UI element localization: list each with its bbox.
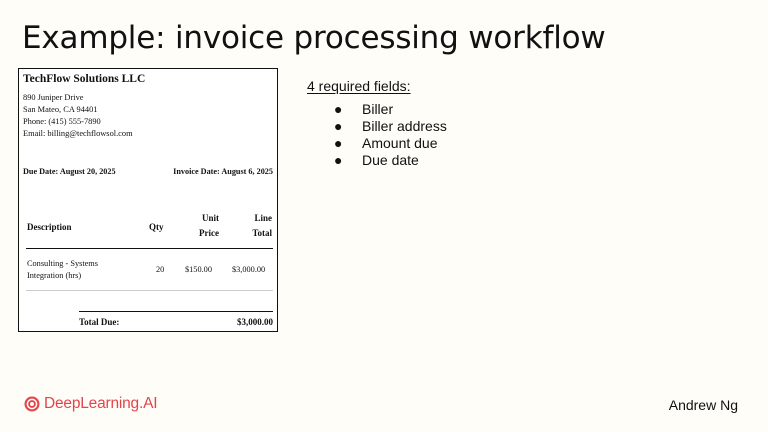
invoice-date: Invoice Date: August 6, 2025 bbox=[173, 167, 273, 176]
invoice-document bbox=[18, 68, 278, 332]
column-header-description: Description bbox=[27, 222, 72, 232]
column-header-qty: Qty bbox=[149, 222, 164, 232]
column-header-line: Line bbox=[254, 213, 272, 223]
bullet-icon: ● bbox=[334, 101, 343, 117]
row-unit-price: $150.00 bbox=[185, 265, 212, 274]
deeplearning-logo-icon bbox=[24, 396, 40, 412]
author-name: Andrew Ng bbox=[668, 397, 738, 413]
address-line: 890 Juniper Drive bbox=[23, 93, 84, 102]
total-due-value: $3,000.00 bbox=[237, 317, 273, 327]
bullet-icon: ● bbox=[334, 135, 343, 151]
address-line: Email: billing@techflowsol.com bbox=[23, 129, 133, 138]
address-line: Phone: (415) 555-7890 bbox=[23, 117, 101, 126]
row-divider bbox=[26, 290, 273, 291]
list-item-label: Due date bbox=[362, 152, 419, 168]
row-line-total: $3,000.00 bbox=[232, 265, 266, 274]
row-qty: 20 bbox=[156, 265, 165, 274]
required-fields-heading: 4 required fields: bbox=[307, 78, 411, 94]
row-description-line: Integration (hrs) bbox=[27, 271, 82, 280]
total-due-label: Total Due: bbox=[79, 317, 120, 327]
invoice-company-name: TechFlow Solutions LLC bbox=[23, 73, 146, 85]
header-divider bbox=[26, 248, 273, 249]
list-item-label: Amount due bbox=[362, 135, 438, 151]
column-header-line-total bbox=[247, 211, 272, 241]
required-fields-list bbox=[334, 101, 447, 169]
column-header-line: Unit bbox=[201, 213, 219, 223]
list-item bbox=[334, 118, 447, 135]
row-description-line: Consulting - Systems bbox=[27, 259, 98, 268]
bullet-icon: ● bbox=[334, 152, 343, 168]
bullet-icon: ● bbox=[334, 118, 343, 134]
list-item-label: Biller address bbox=[362, 118, 447, 134]
invoice-due-date: Due Date: August 20, 2025 bbox=[23, 167, 116, 176]
list-item bbox=[334, 101, 447, 118]
row-description bbox=[27, 258, 98, 282]
column-header-line: Price bbox=[199, 228, 219, 238]
address-line: San Mateo, CA 94401 bbox=[23, 105, 98, 114]
brand-name: DeepLearning.AI bbox=[44, 395, 158, 412]
column-header-unit-price bbox=[193, 211, 219, 241]
list-item bbox=[334, 135, 447, 152]
invoice-address bbox=[23, 92, 133, 140]
slide-title: Example: invoice processing workflow bbox=[22, 20, 606, 56]
brand-logo bbox=[24, 395, 157, 413]
column-header-line: Total bbox=[252, 228, 272, 238]
list-item bbox=[334, 152, 447, 169]
total-divider bbox=[79, 311, 273, 312]
list-item-label: Biller bbox=[362, 101, 394, 117]
